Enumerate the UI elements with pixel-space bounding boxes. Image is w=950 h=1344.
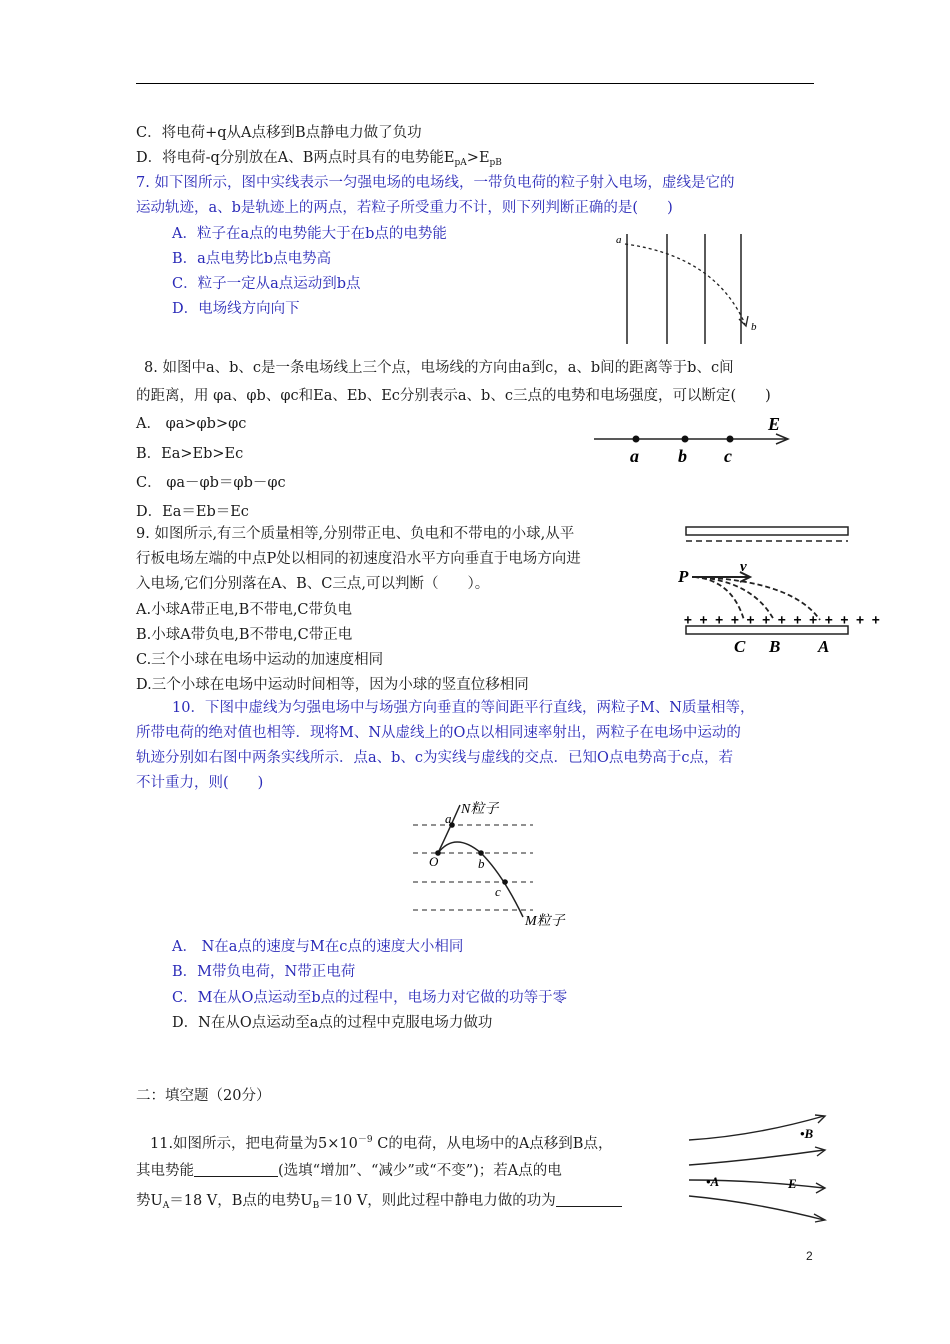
q7-stem-line1: 7. 如下图所示，图中实线表示一匀强电场的电场线，一带负电荷的粒子射入电场，虚线是它的 <box>136 175 735 191</box>
arrow-icon <box>815 1115 825 1123</box>
q7-field-figure <box>605 228 775 348</box>
q8-stem-line1: 8. 如图中a、b、c是一条电场线上三个点，电场线的方向由a到c，a、b间的距离等于b、c间 <box>144 360 734 376</box>
q10-stem-line3: 轨迹分别如右图中两条实线所示．点a、b、c为实线与虚线的交点．已知O点电势高于c点，若 <box>136 750 734 766</box>
q9-option-d: D.三个小球在电场中运动时间相等，因为小球的竖直位移相同 <box>136 677 529 693</box>
q7-stem-line2: 运动轨迹，a、b是轨迹上的两点，若粒子所受重力不计，则下列判断正确的是( ) <box>136 200 673 216</box>
label-a: a <box>630 446 639 466</box>
label-b: b <box>678 446 687 466</box>
label-b: b <box>751 321 757 333</box>
section-title: 二：填空题（20分） <box>136 1088 271 1104</box>
header-rule <box>136 83 814 84</box>
label-E: E <box>768 414 781 434</box>
label-a: a <box>616 234 622 246</box>
q9-capacitor-figure <box>672 520 880 660</box>
q10-option-c: C．M在从O点运动至b点的过程中，电场力对它做的功等于零 <box>172 990 568 1006</box>
label-E: E <box>788 1176 797 1191</box>
label-c: c <box>724 446 732 466</box>
q8-option-d: D．Ea＝Eb＝Ec <box>136 504 249 520</box>
q9-stem-line3: 入电场,它们分别落在A、B、C三点,可以判断（ ）。 <box>136 576 490 592</box>
q7-option-b: B．a点电势比b点电势高 <box>172 251 332 267</box>
q9-option-b: B.小球A带负电,B不带电,C带正电 <box>136 627 353 643</box>
label-C: C <box>734 637 746 656</box>
q8-option-c: C． φa－φb＝φb－φc <box>136 475 286 491</box>
q9-option-c: C.三个小球在电场中运动的加速度相同 <box>136 652 384 668</box>
q6-option-c: C．将电荷+q从A点移到B点静电力做了负功 <box>136 125 422 141</box>
page-number: 2 <box>806 1249 813 1263</box>
label-B: •B <box>800 1126 814 1141</box>
q11-field-figure <box>684 1110 834 1225</box>
q9-stem-line2: 行板电场左端的中点P处以相同的初速度沿水平方向垂直于电场方向进 <box>136 551 581 567</box>
q11-stem-line3: 势$U_A=18$ V，B点的电势$U_B=10$ V，则此过程中静电力做的功为 <box>136 1191 622 1216</box>
label-M-particle: M粒子 <box>525 914 565 929</box>
point-a <box>633 436 640 443</box>
q10-option-b: B．M带负电荷，N带正电荷 <box>172 964 356 980</box>
label-v: v <box>740 559 747 575</box>
q10-stem-line2: 所带电荷的绝对值也相等．现将M、N从虚线上的O点以相同速率射出，两粒子在电场中运动的 <box>136 725 741 741</box>
field-line <box>689 1196 824 1220</box>
label-P: P <box>678 567 689 586</box>
point-b <box>682 436 689 443</box>
q8-option-b: B．Ea>Eb>Ec <box>136 446 244 462</box>
plus-charges: + + + + + + + + + + + + + <box>684 613 880 628</box>
point-c <box>727 436 734 443</box>
q11-stem-line1: 11.如图所示，把电荷量为$5\times 10^{-9}$ C的电荷，从电场中的A点移到B点， <box>150 1135 613 1152</box>
q7-option-c: C．粒子一定从a点运动到b点 <box>172 276 361 292</box>
point-b <box>478 850 484 856</box>
label-O: O <box>429 854 439 869</box>
label-b: b <box>478 856 485 871</box>
label-N-particle: N粒子 <box>461 802 499 817</box>
answer-blank-2[interactable] <box>556 1192 622 1207</box>
q6-option-d: D．将电荷-q分别放在A、B两点时具有的电势能$E_{pA}>E_{pB}$ <box>136 150 502 168</box>
q10-option-a: A． N在a点的速度与M在c点的速度大小相同 <box>172 939 464 955</box>
label-B: B <box>769 637 781 656</box>
trajectory-dashed <box>625 244 745 324</box>
q8-stem-line2: 的距离，用 φa、φb、φc和Ea、Eb、Ec分别表示a、b、c三点的电势和电场强度，可以断定( ) <box>136 388 771 404</box>
q7-option-d: D．电场线方向向下 <box>172 301 300 317</box>
q9-stem-line1: 9. 如图所示,有三个质量相等,分别带正电、负电和不带电的小球,从平 <box>136 526 575 542</box>
point-c <box>502 879 508 885</box>
label-A: A <box>818 637 830 656</box>
q10-stem-line4: 不计重力，则( ) <box>136 775 264 791</box>
label-A: •A <box>706 1174 720 1189</box>
upper-plate <box>686 527 848 535</box>
q8-field-line-figure <box>590 410 800 468</box>
q11-stem-line2: 其电势能 (选填“增加”、“减少”或“不变”)；若A点的电 <box>136 1163 562 1179</box>
q10-trajectory-figure <box>405 795 585 930</box>
q9-option-a: A.小球A带正电,B不带电,C带负电 <box>136 602 353 618</box>
q10-option-d: D．N在从O点运动至a点的过程中克服电场力做功 <box>172 1015 493 1031</box>
label-c: c <box>495 884 501 899</box>
field-line <box>689 1150 824 1165</box>
q10-stem-line1: 10．下图中虚线为匀强电场中与场强方向垂直的等间距平行直线，两粒子M、N质量相等， <box>172 700 755 716</box>
label-a: a <box>445 811 452 826</box>
q8-option-a: A． φa>φb>φc <box>136 416 247 432</box>
q7-option-a: A．粒子在a点的电势能大于在b点的电势能 <box>172 226 447 242</box>
answer-blank-1[interactable] <box>194 1162 278 1177</box>
